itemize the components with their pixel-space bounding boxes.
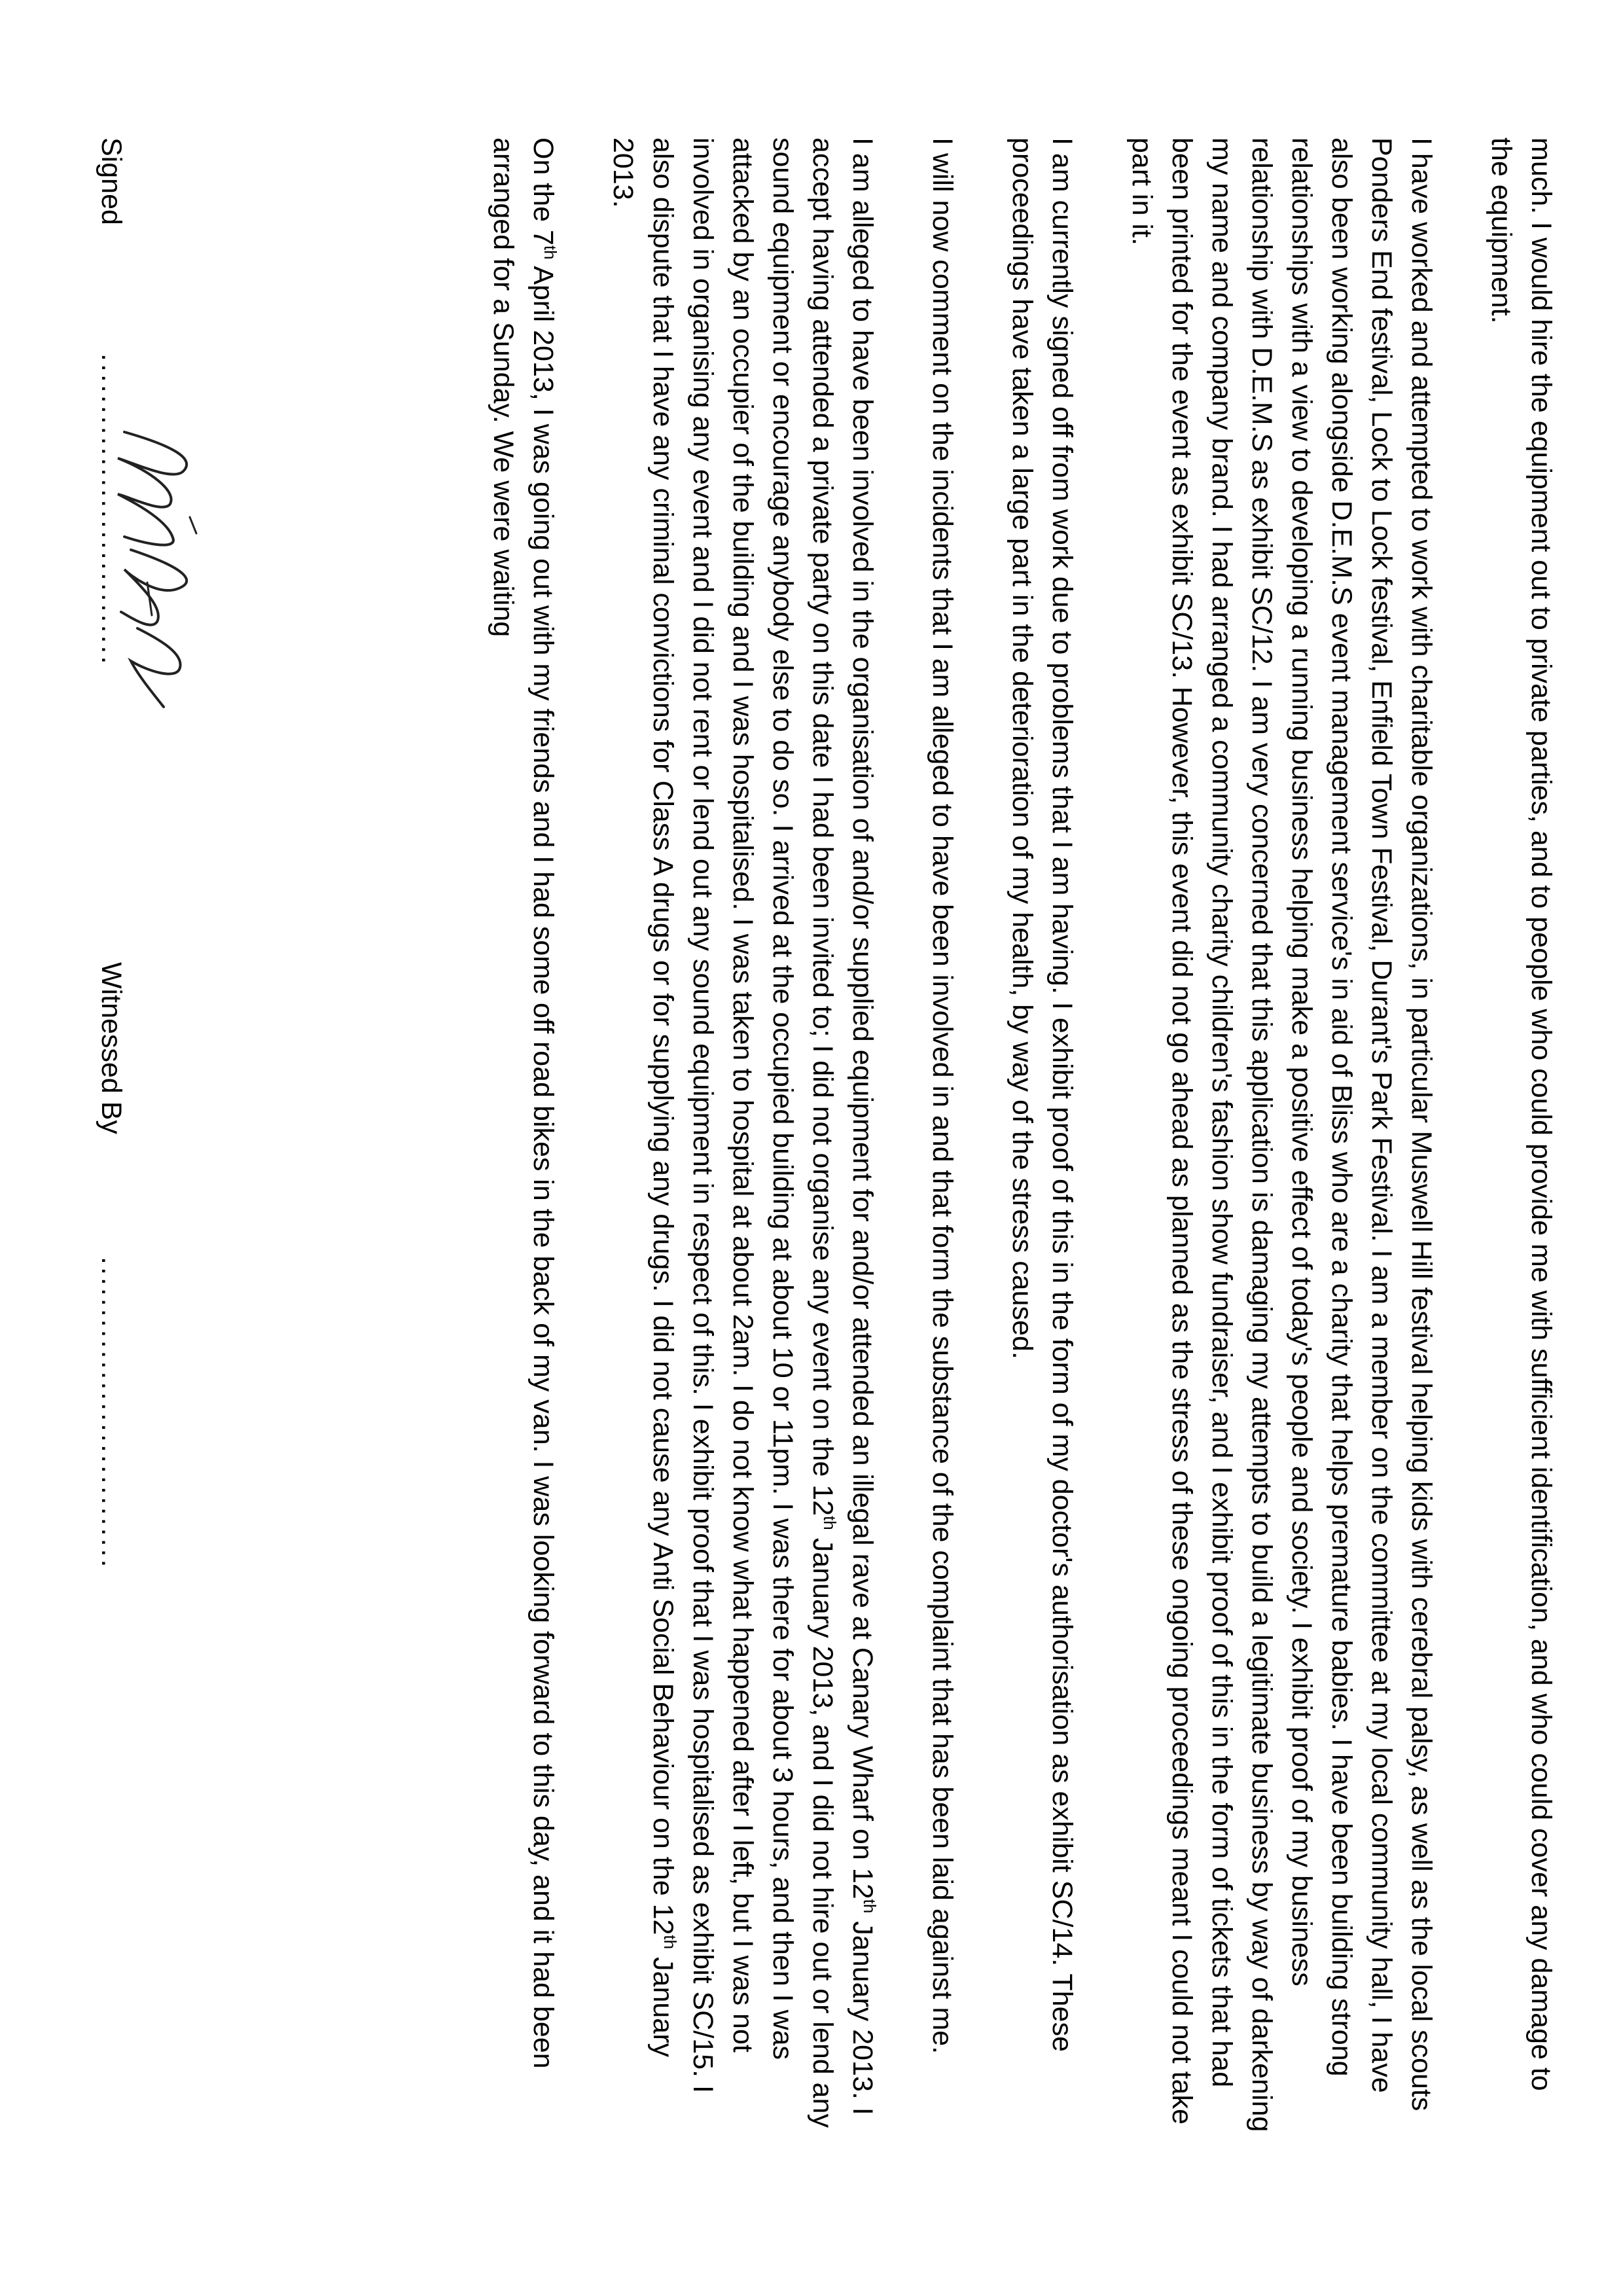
- paragraph-april-incident: [483, 137, 563, 2132]
- ordinal-suffix: th: [660, 1935, 680, 1950]
- signature-footer: [52, 137, 131, 2132]
- text-segment: April 2013, I was going out with my friends and I had some off road bikes in the back of my van. I was looking forward to this day, and it had been arranged for a Sunday. We were waiting: [488, 137, 559, 2069]
- paragraph-canary-wharf-allegation: [603, 137, 882, 2132]
- signed-line: ..............................: [96, 353, 127, 667]
- ordinal-suffix: th: [820, 1516, 840, 1530]
- ordinal-suffix: th: [860, 1899, 880, 1914]
- text-segment: On the 7: [527, 137, 559, 245]
- paragraph-incidents-intro: I will now comment on the incidents that I am alleged to have been involved in and that form the substance of the complaint that has been laid against me.: [927, 137, 958, 2054]
- text-segment: January 2013, and I did not hire out or lend any sound equipment or encourage anybody else to do so. I arrived at the occupied building at about 10 or 11pm. I was there for about 3 hours, and then I was attacked by an occupier of the building and I was hospitalised. I was taken to hospital at about 2am. I do not know what happened after I left, but I was not involved in organising any event and I did not rent or lend out any sound equipment in respect of this. I exhibit proof that I was hospitalised as exhibit SC/15. I also dispute that I have any criminal convictions for Class A drugs or for supplying any drugs. I did not cause any Anti Social Behaviour on the 12: [647, 137, 838, 2128]
- witnessed-line: ..............................: [96, 1257, 127, 1570]
- text-segment: I am alleged to have been involved in the organisation of and/or supplied equipment for and/or attended an illegal rave at Canary Wharf on 12: [847, 137, 878, 1899]
- ordinal-suffix: th: [541, 245, 560, 260]
- handwritten-signature: [105, 419, 209, 720]
- text-segment: January 2013.: [607, 137, 679, 2058]
- paragraph-equipment-hire: much. I would hire the equipment out to private parties, and to people who could provide me with sufficient identification, and who could cover any damage to the equipment.: [1486, 137, 1557, 2091]
- paragraph-charity-work: I have worked and attempted to work with charitable organizations, in particular Muswell Hill festival helping kids with cerebral palsy, as well as the local scouts Ponders End festival, Lock to Lock festival, Enfield Town Festival, Durant's Park Festival. I am a member on the committee at my local community hall, I have also been working alongside D.E.M.S event management service's in aid of Bliss who are a charity that helps premature babies. I have been building strong relationships with a view to developing a running business helping make a positive effect of today's people and society. I exhibit proof of my business relationship with D.E.M.S as exhibit SC/12. I am very concerned that this application is damaging my attempts to build a legitimate business by way of darkening my name and company brand. I had arranged a community charity children's fashion show fundraiser, and I exhibit proof of this in the form of tickets that had been printed for the event as exhibit SC/13. However, this event did not go ahead as planned as the stress of these ongoing proceedings meant I could not take part in it.: [1126, 137, 1437, 2132]
- signed-label: Signed: [96, 137, 127, 225]
- witnessed-label: Witnessed By: [96, 962, 127, 1134]
- text-segment: January 2013. I accept having attended a private party on this date I had been invited to; I did not organise any event on the 12: [807, 137, 878, 2115]
- paragraph-health: I am currently signed off from work due to problems that I am having. I exhibit proof of this in the form of my doctor's authorisation as exhibit SC/14. These proceedings have taken a large part in the deterioration of my health, by way of the stress caused.: [1007, 137, 1078, 2052]
